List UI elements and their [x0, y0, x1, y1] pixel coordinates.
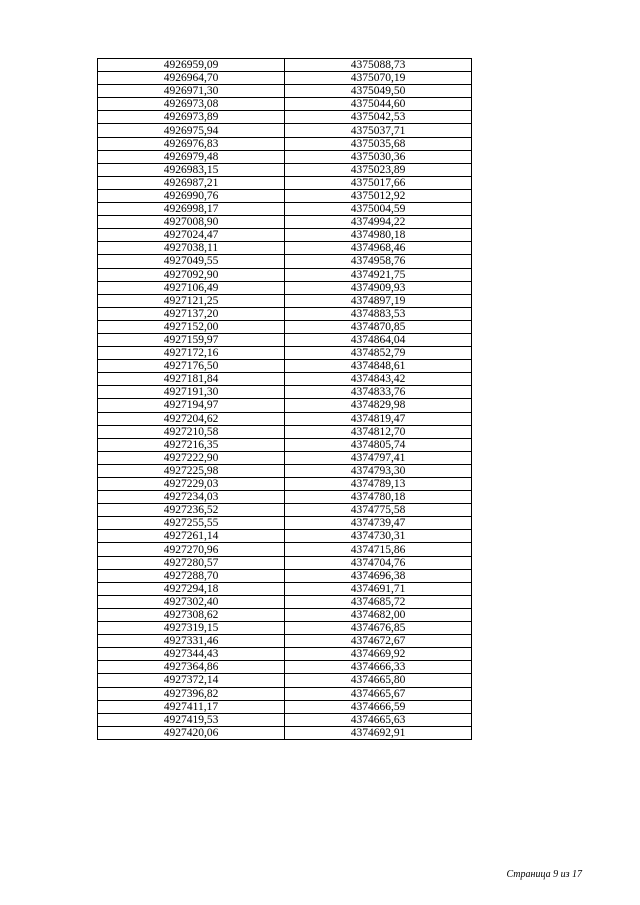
coordinate-y-cell: 4374909,93	[285, 281, 472, 294]
coordinate-x-cell: 4927210,58	[98, 425, 285, 438]
table-row	[98, 517, 472, 530]
table-row	[98, 595, 472, 608]
coordinate-y-cell: 4374704,76	[285, 556, 472, 569]
table-row	[98, 320, 472, 333]
table-row	[98, 438, 472, 451]
coordinate-y-cell: 4374691,71	[285, 582, 472, 595]
coordinate-x-cell: 4927121,25	[98, 294, 285, 307]
coordinate-x-cell: 4926998,17	[98, 203, 285, 216]
coordinate-x-cell: 4927331,46	[98, 635, 285, 648]
coordinate-x-cell: 4927396,82	[98, 687, 285, 700]
coordinate-y-cell: 4374669,92	[285, 648, 472, 661]
coordinate-y-cell: 4374666,33	[285, 661, 472, 674]
coordinate-y-cell: 4374883,53	[285, 307, 472, 320]
coordinate-x-cell: 4927280,57	[98, 556, 285, 569]
table-row	[98, 543, 472, 556]
table-row	[98, 726, 472, 739]
coordinate-x-cell: 4927255,55	[98, 517, 285, 530]
coordinate-y-cell: 4374685,72	[285, 595, 472, 608]
table-row	[98, 608, 472, 621]
coordinate-y-cell: 4374676,85	[285, 622, 472, 635]
coordinate-y-cell: 4375049,50	[285, 85, 472, 98]
table-row	[98, 137, 472, 150]
coordinate-x-cell: 4927216,35	[98, 438, 285, 451]
coordinate-x-cell: 4927420,06	[98, 726, 285, 739]
coordinate-x-cell: 4927049,55	[98, 255, 285, 268]
coordinate-y-cell: 4375037,71	[285, 124, 472, 137]
coordinate-x-cell: 4927181,84	[98, 373, 285, 386]
coordinate-y-cell: 4374848,61	[285, 360, 472, 373]
table-row	[98, 451, 472, 464]
coordinate-x-cell: 4927229,03	[98, 478, 285, 491]
coordinate-x-cell: 4927152,00	[98, 320, 285, 333]
coordinate-x-cell: 4927204,62	[98, 412, 285, 425]
table-row	[98, 504, 472, 517]
coordinate-x-cell: 4926979,48	[98, 150, 285, 163]
table-row	[98, 255, 472, 268]
coordinate-y-cell: 4374812,70	[285, 425, 472, 438]
table-row	[98, 229, 472, 242]
coordinate-x-cell: 4927092,90	[98, 268, 285, 281]
table-row	[98, 491, 472, 504]
coordinate-x-cell: 4927024,47	[98, 229, 285, 242]
table-row	[98, 124, 472, 137]
coordinate-x-cell: 4927302,40	[98, 595, 285, 608]
coordinate-y-cell: 4374682,00	[285, 608, 472, 621]
coordinate-x-cell: 4927234,03	[98, 491, 285, 504]
coordinate-x-cell: 4926990,76	[98, 189, 285, 202]
coordinate-y-cell: 4375035,68	[285, 137, 472, 150]
table-row	[98, 242, 472, 255]
coordinate-x-cell: 4927172,16	[98, 347, 285, 360]
table-row	[98, 203, 472, 216]
coordinate-y-cell: 4374833,76	[285, 386, 472, 399]
table-row	[98, 687, 472, 700]
table-row	[98, 478, 472, 491]
coordinate-y-cell: 4374775,58	[285, 504, 472, 517]
coordinate-y-cell: 4374897,19	[285, 294, 472, 307]
coordinate-x-cell: 4927288,70	[98, 569, 285, 582]
coordinate-x-cell: 4926983,15	[98, 163, 285, 176]
table-row	[98, 98, 472, 111]
coordinate-x-cell: 4927270,96	[98, 543, 285, 556]
table-row	[98, 268, 472, 281]
coordinate-y-cell: 4374665,63	[285, 713, 472, 726]
coordinate-x-cell: 4927294,18	[98, 582, 285, 595]
table-row	[98, 59, 472, 72]
coordinate-y-cell: 4374864,04	[285, 333, 472, 346]
coordinate-x-cell: 4926973,08	[98, 98, 285, 111]
table-row	[98, 399, 472, 412]
coordinate-y-cell: 4374696,38	[285, 569, 472, 582]
coordinate-x-cell: 4926976,83	[98, 137, 285, 150]
table-row	[98, 635, 472, 648]
coordinate-x-cell: 4927364,86	[98, 661, 285, 674]
coordinate-y-cell: 4375070,19	[285, 72, 472, 85]
coordinate-x-cell: 4927261,14	[98, 530, 285, 543]
coordinate-y-cell: 4374980,18	[285, 229, 472, 242]
table-row	[98, 569, 472, 582]
table-row	[98, 176, 472, 189]
coordinate-x-cell: 4927411,17	[98, 700, 285, 713]
coordinate-y-cell: 4374666,59	[285, 700, 472, 713]
coordinate-y-cell: 4375088,73	[285, 59, 472, 72]
table-row	[98, 111, 472, 124]
coordinate-y-cell: 4375030,36	[285, 150, 472, 163]
table-row	[98, 386, 472, 399]
table-row	[98, 622, 472, 635]
coordinate-x-cell: 4927137,20	[98, 307, 285, 320]
coordinate-x-cell: 4927038,11	[98, 242, 285, 255]
coordinate-y-cell: 4374958,76	[285, 255, 472, 268]
coordinate-y-cell: 4375023,89	[285, 163, 472, 176]
coordinate-y-cell: 4374870,85	[285, 320, 472, 333]
coordinates-table	[97, 58, 472, 740]
table-row	[98, 85, 472, 98]
coordinate-x-cell: 4927176,50	[98, 360, 285, 373]
coordinate-y-cell: 4374852,79	[285, 347, 472, 360]
coordinate-y-cell: 4374665,80	[285, 674, 472, 687]
coordinate-y-cell: 4374672,67	[285, 635, 472, 648]
coordinate-y-cell: 4374789,13	[285, 478, 472, 491]
coordinate-y-cell: 4374793,30	[285, 464, 472, 477]
coordinate-y-cell: 4374994,22	[285, 216, 472, 229]
coordinate-x-cell: 4927372,14	[98, 674, 285, 687]
coordinate-y-cell: 4374819,47	[285, 412, 472, 425]
table-row	[98, 307, 472, 320]
table-row	[98, 72, 472, 85]
coordinate-y-cell: 4374692,91	[285, 726, 472, 739]
table-row	[98, 713, 472, 726]
coordinate-y-cell: 4375044,60	[285, 98, 472, 111]
coordinate-x-cell: 4926975,94	[98, 124, 285, 137]
coordinate-y-cell: 4374805,74	[285, 438, 472, 451]
coordinate-y-cell: 4374715,86	[285, 543, 472, 556]
table-row	[98, 648, 472, 661]
coordinate-x-cell: 4926959,09	[98, 59, 285, 72]
coordinate-x-cell: 4927419,53	[98, 713, 285, 726]
coordinate-y-cell: 4375004,59	[285, 203, 472, 216]
table-row	[98, 674, 472, 687]
table-row	[98, 189, 472, 202]
table-row	[98, 530, 472, 543]
coordinate-x-cell: 4927222,90	[98, 451, 285, 464]
coordinate-x-cell: 4927319,15	[98, 622, 285, 635]
coordinate-x-cell: 4927159,97	[98, 333, 285, 346]
coordinate-x-cell: 4927344,43	[98, 648, 285, 661]
coordinate-x-cell: 4927225,98	[98, 464, 285, 477]
table-row	[98, 294, 472, 307]
table-row	[98, 163, 472, 176]
coordinate-x-cell: 4927106,49	[98, 281, 285, 294]
coordinate-y-cell: 4375042,53	[285, 111, 472, 124]
coordinates-table-body	[98, 59, 472, 740]
coordinate-x-cell: 4927008,90	[98, 216, 285, 229]
coordinate-x-cell: 4927308,62	[98, 608, 285, 621]
table-row	[98, 464, 472, 477]
coordinate-y-cell: 4374665,67	[285, 687, 472, 700]
table-row	[98, 150, 472, 163]
coordinate-y-cell: 4374739,47	[285, 517, 472, 530]
table-row	[98, 373, 472, 386]
table-row	[98, 216, 472, 229]
table-row	[98, 333, 472, 346]
page-number: Страница 9 из 17	[506, 869, 582, 880]
table-row	[98, 281, 472, 294]
coordinate-y-cell: 4374797,41	[285, 451, 472, 464]
table-row	[98, 425, 472, 438]
table-row	[98, 700, 472, 713]
table-row	[98, 360, 472, 373]
coordinate-y-cell: 4374829,98	[285, 399, 472, 412]
coordinate-y-cell: 4374780,18	[285, 491, 472, 504]
coordinate-x-cell: 4926987,21	[98, 176, 285, 189]
coordinate-y-cell: 4374968,46	[285, 242, 472, 255]
coordinate-y-cell: 4374921,75	[285, 268, 472, 281]
coordinate-y-cell: 4374843,42	[285, 373, 472, 386]
table-row	[98, 661, 472, 674]
coordinate-x-cell: 4926971,30	[98, 85, 285, 98]
table-row	[98, 347, 472, 360]
table-row	[98, 412, 472, 425]
table-row	[98, 582, 472, 595]
coordinate-x-cell: 4926964,70	[98, 72, 285, 85]
coordinate-x-cell: 4927194,97	[98, 399, 285, 412]
coordinate-x-cell: 4926973,89	[98, 111, 285, 124]
coordinate-y-cell: 4375017,66	[285, 176, 472, 189]
coordinate-y-cell: 4374730,31	[285, 530, 472, 543]
coordinate-y-cell: 4375012,92	[285, 189, 472, 202]
table-row	[98, 556, 472, 569]
coordinate-x-cell: 4927236,52	[98, 504, 285, 517]
coordinate-x-cell: 4927191,30	[98, 386, 285, 399]
